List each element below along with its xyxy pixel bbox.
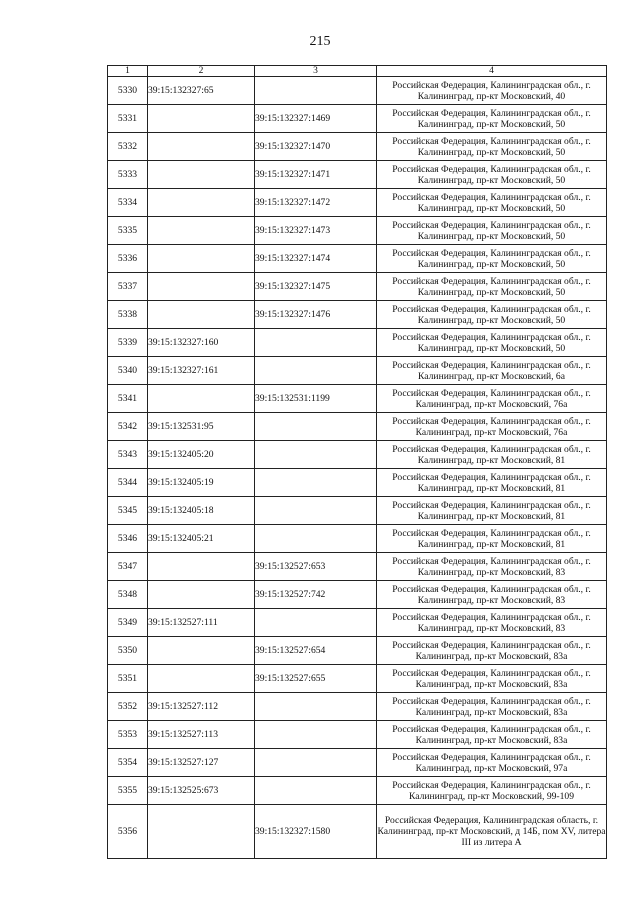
address-cell: Российская Федерация, Калининградская обл., г. Калининград, пр-кт Московский, 50	[377, 161, 607, 189]
address-cell: Российская Федерация, Калининградская обл., г. Калининград, пр-кт Московский, 81	[377, 441, 607, 469]
building-number-cell: 39:15:132327:1474	[255, 245, 377, 273]
row-number-cell: 5342	[108, 413, 148, 441]
row-number-cell: 5350	[108, 637, 148, 665]
parcel-number-cell	[148, 665, 255, 693]
column-header: 2	[148, 66, 255, 77]
building-number-cell: 39:15:132527:654	[255, 637, 377, 665]
parcel-number-cell	[148, 385, 255, 413]
table-row	[108, 133, 607, 161]
address-cell: Российская Федерация, Калининградская обл., г. Калининград, пр-кт Московский, 83	[377, 553, 607, 581]
table-row	[108, 161, 607, 189]
address-cell: Российская Федерация, Калининградская обл., г. Калининград, пр-кт Московский, 97а	[377, 749, 607, 777]
table-row	[108, 777, 607, 805]
building-number-cell	[255, 329, 377, 357]
parcel-number-cell: 39:15:132531:95	[148, 413, 255, 441]
table-row	[108, 497, 607, 525]
table-row	[108, 525, 607, 553]
row-number-cell: 5331	[108, 105, 148, 133]
table-body	[108, 77, 607, 859]
parcel-number-cell	[148, 273, 255, 301]
table-row	[108, 413, 607, 441]
table-row	[108, 385, 607, 413]
building-number-cell	[255, 609, 377, 637]
building-number-cell: 39:15:132327:1473	[255, 217, 377, 245]
building-number-cell: 39:15:132327:1475	[255, 273, 377, 301]
parcel-number-cell: 39:15:132527:111	[148, 609, 255, 637]
address-cell: Российская Федерация, Калининградская обл., г. Калининград, пр-кт Московский, 83а	[377, 693, 607, 721]
address-cell: Российская Федерация, Калининградская обл., г. Калининград, пр-кт Московский, 83а	[377, 665, 607, 693]
row-number-cell: 5343	[108, 441, 148, 469]
row-number-cell: 5344	[108, 469, 148, 497]
address-cell: Российская Федерация, Калининградская обл., г. Калининград, пр-кт Московский, 6а	[377, 357, 607, 385]
address-cell: Российская Федерация, Калининградская обл., г. Калининград, пр-кт Московский, 50	[377, 217, 607, 245]
row-number-cell: 5341	[108, 385, 148, 413]
building-number-cell: 39:15:132327:1470	[255, 133, 377, 161]
parcel-number-cell: 39:15:132405:19	[148, 469, 255, 497]
parcel-number-cell	[148, 105, 255, 133]
table-row	[108, 105, 607, 133]
building-number-cell: 39:15:132327:1469	[255, 105, 377, 133]
table-row	[108, 581, 607, 609]
row-number-cell: 5339	[108, 329, 148, 357]
table-row	[108, 749, 607, 777]
row-number-cell: 5351	[108, 665, 148, 693]
building-number-cell: 39:15:132327:1580	[255, 805, 377, 859]
table-row	[108, 693, 607, 721]
parcel-number-cell	[148, 133, 255, 161]
address-cell: Российская Федерация, Калининградская обл., г. Калининград, пр-кт Московский, 50	[377, 133, 607, 161]
table-row	[108, 637, 607, 665]
row-number-cell: 5332	[108, 133, 148, 161]
table-row	[108, 189, 607, 217]
table-row	[108, 665, 607, 693]
address-cell: Российская Федерация, Калининградская обл., г. Калининград, пр-кт Московский, 99-109	[377, 777, 607, 805]
row-number-cell: 5349	[108, 609, 148, 637]
parcel-number-cell: 39:15:132527:113	[148, 721, 255, 749]
address-cell: Российская Федерация, Калининградская обл., г. Калининград, пр-кт Московский, 50	[377, 329, 607, 357]
header-row	[108, 66, 607, 77]
parcel-number-cell	[148, 637, 255, 665]
address-cell: Российская Федерация, Калининградская обл., г. Калининград, пр-кт Московский, 50	[377, 105, 607, 133]
parcel-number-cell	[148, 581, 255, 609]
parcel-number-cell: 39:15:132527:112	[148, 693, 255, 721]
building-number-cell	[255, 413, 377, 441]
table-row	[108, 273, 607, 301]
row-number-cell: 5353	[108, 721, 148, 749]
row-number-cell: 5346	[108, 525, 148, 553]
parcel-number-cell	[148, 245, 255, 273]
building-number-cell: 39:15:132327:1471	[255, 161, 377, 189]
row-number-cell: 5347	[108, 553, 148, 581]
building-number-cell	[255, 441, 377, 469]
table-row	[108, 553, 607, 581]
column-header: 3	[255, 66, 377, 77]
table-row	[108, 469, 607, 497]
address-cell: Российская Федерация, Калининградская обл., г. Калининград, пр-кт Московский, 76а	[377, 385, 607, 413]
address-cell: Российская Федерация, Калининградская область, г. Калининград, пр-кт Московский, д 14Б, пом XV, литера III из литера А	[377, 805, 607, 859]
address-cell: Российская Федерация, Калининградская обл., г. Калининград, пр-кт Московский, 81	[377, 525, 607, 553]
address-cell: Российская Федерация, Калининградская обл., г. Калининград, пр-кт Московский, 83а	[377, 721, 607, 749]
building-number-cell	[255, 357, 377, 385]
building-number-cell: 39:15:132527:742	[255, 581, 377, 609]
table-row	[108, 441, 607, 469]
row-number-cell: 5335	[108, 217, 148, 245]
address-cell: Российская Федерация, Калининградская обл., г. Калининград, пр-кт Московский, 50	[377, 189, 607, 217]
building-number-cell	[255, 749, 377, 777]
table-row	[108, 301, 607, 329]
parcel-number-cell: 39:15:132327:161	[148, 357, 255, 385]
building-number-cell	[255, 693, 377, 721]
building-number-cell: 39:15:132527:655	[255, 665, 377, 693]
parcel-number-cell	[148, 301, 255, 329]
address-cell: Российская Федерация, Калининградская обл., г. Калининград, пр-кт Московский, 50	[377, 273, 607, 301]
building-number-cell: 39:15:132531:1199	[255, 385, 377, 413]
address-cell: Российская Федерация, Калининградская обл., г. Калининград, пр-кт Московский, 76а	[377, 413, 607, 441]
parcel-number-cell: 39:15:132405:20	[148, 441, 255, 469]
address-cell: Российская Федерация, Калининградская обл., г. Калининград, пр-кт Московский, 50	[377, 301, 607, 329]
row-number-cell: 5334	[108, 189, 148, 217]
row-number-cell: 5337	[108, 273, 148, 301]
building-number-cell	[255, 525, 377, 553]
table-row	[108, 77, 607, 105]
column-header: 4	[377, 66, 607, 77]
parcel-number-cell: 39:15:132405:21	[148, 525, 255, 553]
address-cell: Российская Федерация, Калининградская обл., г. Калининград, пр-кт Московский, 81	[377, 469, 607, 497]
row-number-cell: 5336	[108, 245, 148, 273]
parcel-number-cell: 39:15:132527:127	[148, 749, 255, 777]
address-cell: Российская Федерация, Калининградская обл., г. Калининград, пр-кт Московский, 83а	[377, 637, 607, 665]
registry-table	[107, 65, 607, 859]
building-number-cell: 39:15:132327:1476	[255, 301, 377, 329]
table-row	[108, 329, 607, 357]
building-number-cell: 39:15:132327:1472	[255, 189, 377, 217]
parcel-number-cell	[148, 553, 255, 581]
building-number-cell	[255, 721, 377, 749]
parcel-number-cell: 39:15:132525:673	[148, 777, 255, 805]
parcel-number-cell: 39:15:132405:18	[148, 497, 255, 525]
row-number-cell: 5340	[108, 357, 148, 385]
row-number-cell: 5333	[108, 161, 148, 189]
address-cell: Российская Федерация, Калининградская обл., г. Калининград, пр-кт Московский, 83	[377, 581, 607, 609]
parcel-number-cell	[148, 805, 255, 859]
row-number-cell: 5352	[108, 693, 148, 721]
table-row	[108, 217, 607, 245]
parcel-number-cell	[148, 161, 255, 189]
building-number-cell	[255, 777, 377, 805]
table-row	[108, 357, 607, 385]
address-cell: Российская Федерация, Калининградская обл., г. Калининград, пр-кт Московский, 40	[377, 77, 607, 105]
table-row	[108, 245, 607, 273]
address-cell: Российская Федерация, Калининградская обл., г. Калининград, пр-кт Московский, 83	[377, 609, 607, 637]
page-number: 215	[309, 34, 331, 49]
row-number-cell: 5345	[108, 497, 148, 525]
parcel-number-cell	[148, 217, 255, 245]
building-number-cell: 39:15:132527:653	[255, 553, 377, 581]
parcel-number-cell	[148, 189, 255, 217]
table-row	[108, 805, 607, 859]
table-row	[108, 609, 607, 637]
parcel-number-cell: 39:15:132327:65	[148, 77, 255, 105]
building-number-cell	[255, 469, 377, 497]
address-cell: Российская Федерация, Калининградская обл., г. Калининград, пр-кт Московский, 50	[377, 245, 607, 273]
row-number-cell: 5356	[108, 805, 148, 859]
building-number-cell	[255, 497, 377, 525]
row-number-cell: 5348	[108, 581, 148, 609]
building-number-cell	[255, 77, 377, 105]
row-number-cell: 5338	[108, 301, 148, 329]
parcel-number-cell: 39:15:132327:160	[148, 329, 255, 357]
row-number-cell: 5354	[108, 749, 148, 777]
column-header: 1	[108, 66, 148, 77]
address-cell: Российская Федерация, Калининградская обл., г. Калининград, пр-кт Московский, 81	[377, 497, 607, 525]
row-number-cell: 5355	[108, 777, 148, 805]
table-row	[108, 721, 607, 749]
row-number-cell: 5330	[108, 77, 148, 105]
